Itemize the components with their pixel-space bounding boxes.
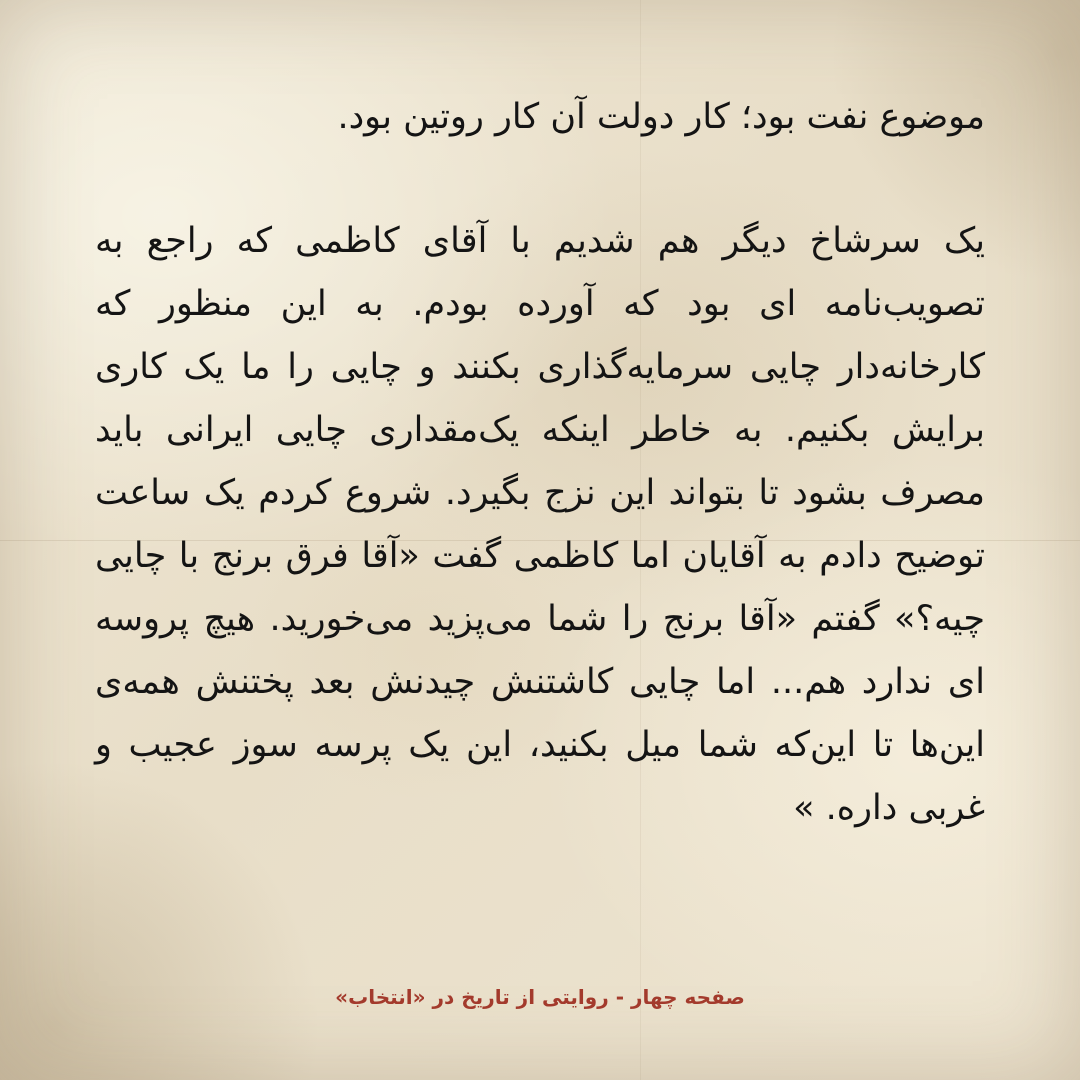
- intro-line: موضوع نفت بود؛ کار دولت آن کار روتین بود.: [337, 97, 985, 137]
- body-paragraph: یک سرشاخ دیگر هم شدیم با آقای کاظمی که راجع به تصویب‌نامه ای بود که آورده بودم. به این منظور که کارخانه‌دار چایی سرمایه‌گذاری بکنند و چایی را ما یک کاری برایش بکنیم. به خاطر اینکه یک‌مقداری چایی ایرانی باید مصرف بشود تا بتواند این نزج بگیرد. شروع کردم یک ساعت توضیح دادم به آقایان اما کاظمی گفت «آقا فرق برنج با چایی چیه؟» گفتم «آقا برنج را شما می‌پزید می‌خورید. هیچ پروسه ای ندارد هم... اما چایی کاشتنش چیدنش بعد پختنش همه‌ی این‌ها تا این‌که شما میل بکنید، این یک پرسه سوز عجیب و غربی داره. »: [95, 221, 985, 828]
- page-caption: صفحه چهار - روایتی از تاریخ در «انتخاب»: [335, 985, 745, 1009]
